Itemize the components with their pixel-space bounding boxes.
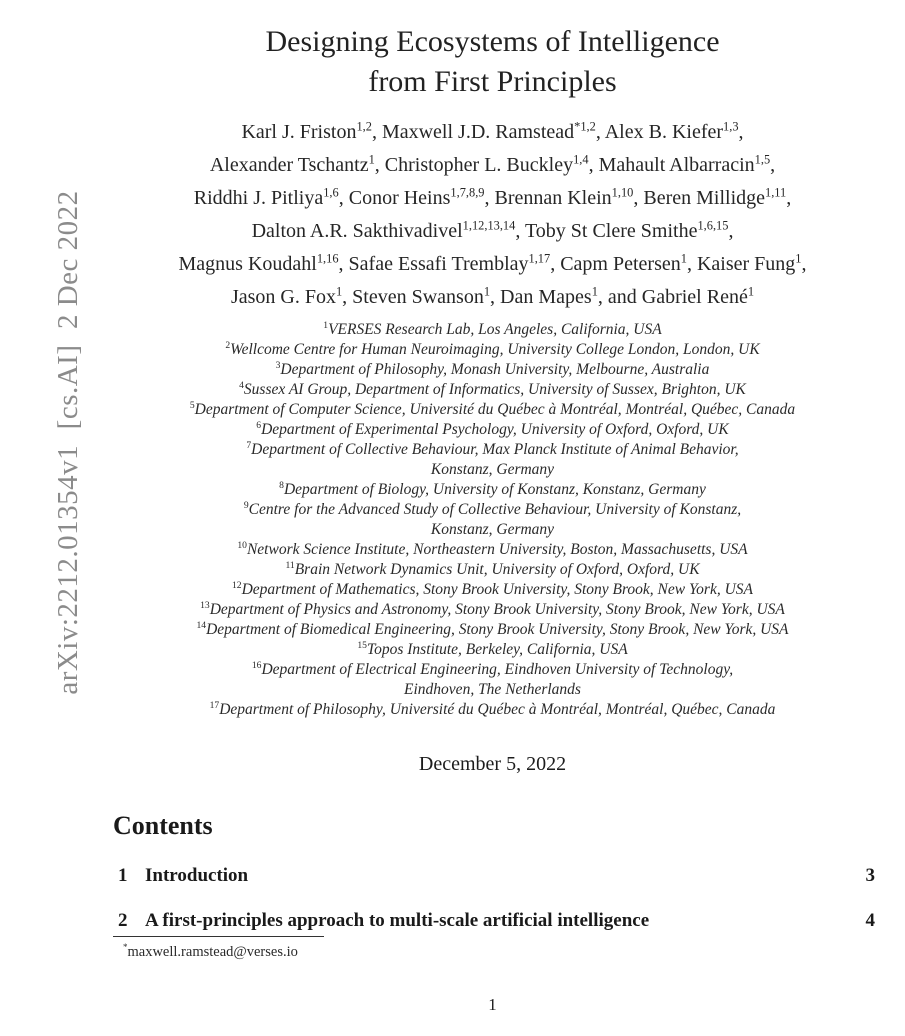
- author-name: Magnus Koudahl$^{1,16}$: [178, 251, 339, 275]
- author-name: Dan Mapes$^1$: [500, 284, 598, 308]
- toc-section-number: 2: [118, 910, 128, 931]
- author-affiliation-superscript: 1: [680, 251, 687, 266]
- affiliation-number: 3: [275, 359, 281, 371]
- footnote-marker: *: [123, 942, 128, 953]
- affiliation: $^4$Sussex AI Group, Department of Informatics, University of Sussex, Brighton, UK: [239, 379, 746, 398]
- affiliation: $^{16}$Department of Electrical Engineering, Eindhoven University of Technology,: [251, 659, 734, 678]
- paper-content: [110, 0, 875, 1014]
- affiliation-number: 9: [243, 499, 249, 511]
- author-line: Alexander Tschantz$^1$, Christopher L. Buckley$^{1,4}$, Mahault Albarracin$^{1,5}$,: [209, 152, 776, 176]
- author-affiliation-superscript: 1: [483, 284, 491, 299]
- author-list: [110, 116, 875, 314]
- author-name: Capm Petersen$^1$: [560, 251, 687, 275]
- author-line: Dalton A.R. Sakthivadivel$^{1,12,13,14}$, Toby St Clere Smithe$^{1,6,15}$,: [251, 218, 734, 242]
- affiliation: $^5$Department of Computer Science, Université du Québec à Montréal, Montréal, Québec, Canada: [189, 399, 796, 418]
- affiliation-continuation: Konstanz, Germany: [430, 521, 555, 538]
- author-affiliation-superscript: 1: [795, 251, 802, 266]
- author-line: Riddhi J. Pitliya$^{1,6}$, Conor Heins$^{1,7,8,9}$, Brennan Klein$^{1,10}$, Beren Millidge$^{1,11}$,: [193, 185, 792, 209]
- affiliation-number: 1: [323, 319, 329, 331]
- author-name: Karl J. Friston$^{1,2}$: [241, 119, 372, 143]
- toc-page-number: 3: [865, 865, 875, 886]
- affiliation: $^{15}$Topos Institute, Berkeley, California, USA: [357, 639, 628, 658]
- arxiv-watermark: [19, 158, 84, 758]
- author-affiliation-superscript: 1: [335, 284, 343, 299]
- author-name: Dalton A.R. Sakthivadivel$^{1,12,13,14}$: [251, 218, 516, 242]
- author-name: Alexander Tschantz$^1$: [209, 152, 375, 176]
- author-name: Alex B. Kiefer$^{1,3}$: [604, 119, 739, 143]
- affiliation-number: 12: [231, 579, 242, 591]
- affiliation: $^{14}$Department of Biomedical Engineering, Stony Brook University, Stony Brook, New York, USA: [196, 619, 789, 638]
- author-name: Conor Heins$^{1,7,8,9}$: [348, 185, 485, 209]
- affiliation: $^2$Wellcome Centre for Human Neuroimaging, University College London, London, UK: [225, 339, 760, 358]
- author-name: Jason G. Fox$^1$: [230, 284, 343, 308]
- affiliation: $^{11}$Brain Network Dynamics Unit, University of Oxford, Oxford, UK: [285, 559, 700, 578]
- affiliation-number: 10: [237, 539, 247, 551]
- author-affiliation-superscript: 1: [368, 152, 375, 167]
- affiliation-number: 14: [196, 619, 207, 631]
- author-affiliation-superscript: 1,7,8,9: [450, 185, 485, 200]
- affiliation: $^7$Department of Collective Behaviour, Max Planck Institute of Animal Behavior,: [246, 439, 739, 458]
- affiliation: $^{17}$Department of Philosophy, Université du Québec à Montréal, Montréal, Québec, Canada: [209, 699, 776, 718]
- affiliation: $^3$Department of Philosophy, Monash University, Melbourne, Australia: [275, 359, 710, 378]
- affiliation-continuation: Konstanz, Germany: [430, 461, 555, 478]
- author-name: Christopher L. Buckley$^{1,4}$: [384, 152, 589, 176]
- affiliation-number: 16: [251, 659, 262, 671]
- toc-section-title: Introduction: [145, 865, 249, 886]
- author-affiliation-superscript: 1,2: [356, 119, 372, 134]
- toc-section-number: 1: [118, 865, 128, 886]
- affiliation: $^{13}$Department of Physics and Astronomy, Stony Brook University, Stony Brook, New York, USA: [200, 599, 785, 618]
- affiliation-number: 13: [200, 599, 210, 611]
- author-affiliation-superscript: 1,16: [316, 251, 339, 266]
- affiliation-number: 11: [285, 559, 295, 571]
- footnote-email: maxwell.ramstead@verses.io: [127, 944, 298, 960]
- publication-date: December 5, 2022: [418, 753, 567, 775]
- contents-heading: Contents: [113, 811, 213, 840]
- toc-entry: [110, 864, 875, 888]
- affiliation-number: 15: [357, 639, 367, 651]
- affiliation-number: 5: [189, 399, 195, 411]
- author-name: and Gabriel René$^1$: [607, 284, 755, 308]
- affiliation-number: 2: [225, 339, 231, 351]
- author-affiliation-superscript: 1: [747, 284, 755, 299]
- author-line: Karl J. Friston$^{1,2}$, Maxwell J.D. Ramstead$^{*1,2}$, Alex B. Kiefer$^{1,3}$,: [241, 119, 744, 143]
- paper-title: [110, 22, 875, 102]
- author-affiliation-superscript: 1,6: [323, 185, 339, 200]
- author-affiliation-superscript: 1,17: [528, 251, 551, 266]
- affiliation-number: 6: [256, 419, 262, 431]
- affiliation-number: 17: [209, 699, 220, 711]
- affiliation: $^{10}$Network Science Institute, Northeastern University, Boston, Massachusetts, USA: [237, 539, 748, 558]
- affiliation-list: [110, 320, 875, 720]
- author-name: Beren Millidge$^{1,11}$: [643, 185, 787, 209]
- page-number: 1: [488, 995, 497, 1014]
- arxiv-watermark-text: arXiv:2212.01354v1 [cs.AI] 2 Dec 2022: [52, 190, 84, 695]
- affiliation-number: 8: [279, 479, 284, 491]
- affiliation: $^{12}$Department of Mathematics, Stony Brook University, Stony Brook, New York, USA: [231, 579, 754, 598]
- author-name: Riddhi J. Pitliya$^{1,6}$: [193, 185, 339, 209]
- affiliation: $^1$VERSES Research Lab, Los Angeles, California, USA: [323, 319, 662, 338]
- author-affiliation-superscript: 1,4: [573, 152, 589, 167]
- paper-title-line2: from First Principles: [368, 65, 617, 98]
- affiliation: $^6$Department of Experimental Psychology, University of Oxford, Oxford, UK: [256, 419, 729, 438]
- author-name: Kaiser Fung$^1$: [696, 251, 802, 275]
- affiliation: $^9$Centre for the Advanced Study of Collective Behaviour, University of Konstanz,: [243, 499, 742, 518]
- author-affiliation-superscript: 1,3: [723, 119, 739, 134]
- author-name: Maxwell J.D. Ramstead$^{*1,2}$: [381, 119, 596, 143]
- footnote: [123, 944, 298, 961]
- author-name: Toby St Clere Smithe$^{1,6,15}$: [524, 218, 729, 242]
- affiliation: $^8$Department of Biology, University of Konstanz, Konstanz, Germany: [279, 479, 706, 498]
- affiliation-continuation: Eindhoven, The Netherlands: [404, 681, 581, 698]
- affiliation-number: 7: [246, 439, 252, 451]
- author-name: Brennan Klein$^{1,10}$: [494, 185, 634, 209]
- toc-section-title: A first-principles approach to multi-scale artificial intelligence: [145, 910, 650, 931]
- author-name: Mahault Albarracin$^{1,5}$: [598, 152, 771, 176]
- author-affiliation-superscript: 1,6,15: [697, 218, 729, 233]
- table-of-contents: [110, 864, 875, 933]
- author-line: Jason G. Fox$^1$, Steven Swanson$^1$, Dan Mapes$^1$, and Gabriel René$^1$: [230, 284, 755, 308]
- author-name: Steven Swanson$^1$: [352, 284, 491, 308]
- author-line: Magnus Koudahl$^{1,16}$, Safae Essafi Tremblay$^{1,17}$, Capm Petersen$^1$, Kaiser Fung$^1$,: [178, 251, 807, 275]
- author-affiliation-superscript: 1,5: [754, 152, 771, 167]
- toc-page-number: 4: [865, 910, 875, 931]
- author-affiliation-superscript: *1,2: [574, 119, 596, 134]
- affiliation-number: 4: [239, 379, 244, 391]
- author-name: Safae Essafi Tremblay$^{1,17}$: [348, 251, 551, 275]
- author-affiliation-superscript: 1,12,13,14: [462, 218, 516, 233]
- footnote-rule: [113, 936, 324, 937]
- author-affiliation-superscript: 1: [591, 284, 598, 299]
- paper-title-line1: Designing Ecosystems of Intelligence: [265, 25, 720, 58]
- author-affiliation-superscript: 1,10: [611, 185, 634, 200]
- toc-entry: [110, 909, 875, 933]
- author-affiliation-superscript: 1,11: [765, 185, 787, 200]
